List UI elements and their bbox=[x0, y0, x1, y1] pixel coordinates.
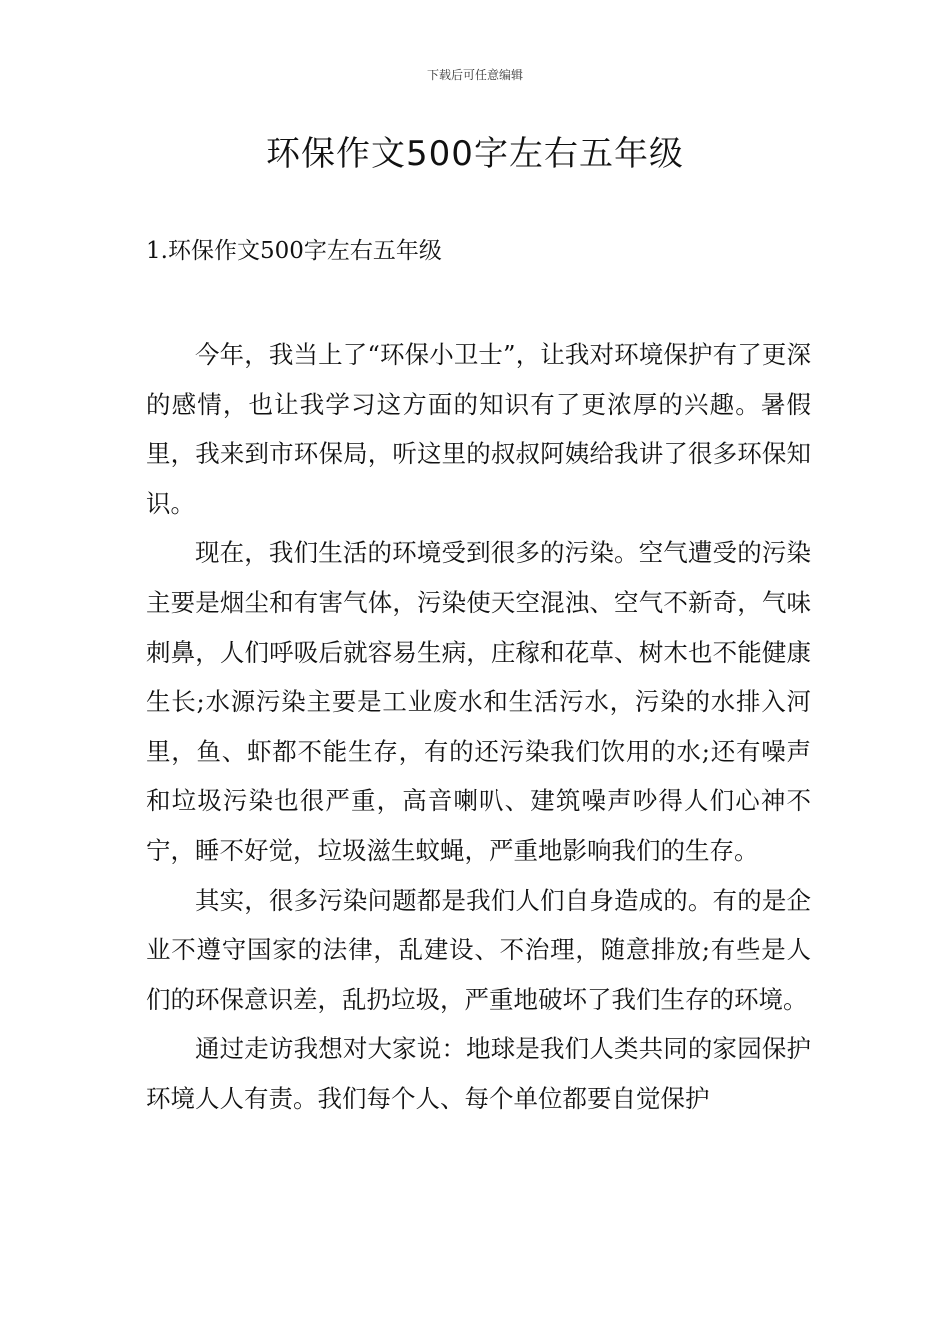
section-heading: 1.环保作文500字左右五年级 bbox=[146, 238, 442, 264]
paragraph: 通过走访我想对大家说：地球是我们人类共同的家园保护环境人人有责。我们每个人、每个单位都要自觉保护 bbox=[146, 1034, 811, 1113]
paragraph: 今年，我当上了“环保小卫士”，让我对环境保护有了更深的感情，也让我学习这方面的知识有了更浓厚的兴趣。暑假里，我来到市环保局，听这里的叔叔阿姨给我讲了很多环保知识。 bbox=[146, 340, 811, 518]
paragraph: 其实，很多污染问题都是我们人们自身造成的。有的是企业不遵守国家的法律，乱建设、不治理，随意排放;有些是人们的环保意识差，乱扔垃圾，严重地破坏了我们生存的环境。 bbox=[146, 885, 811, 1014]
document-title: 环保作文500字左右五年级 bbox=[266, 134, 684, 174]
header-note: 下载后可任意编辑 bbox=[426, 68, 523, 82]
paragraph: 现在，我们生活的环境受到很多的污染。空气遭受的污染主要是烟尘和有害气体，污染使天空混浊、空气不新奇，气味刺鼻，人们呼吸后就容易生病，庄稼和花草、树木也不能健康生长;水源污染主要是工业废水和生活污水，污染的水排入河里，鱼、虾都不能生存，有的还污染我们饮用的水;还有噪声和垃圾污染也很严重，高音喇叭、建筑噪声吵得人们心神不宁，睡不好觉，垃圾滋生蚊蝇，严重地影响我们的生存。 bbox=[146, 538, 811, 865]
essay-body bbox=[146, 330, 811, 1124]
